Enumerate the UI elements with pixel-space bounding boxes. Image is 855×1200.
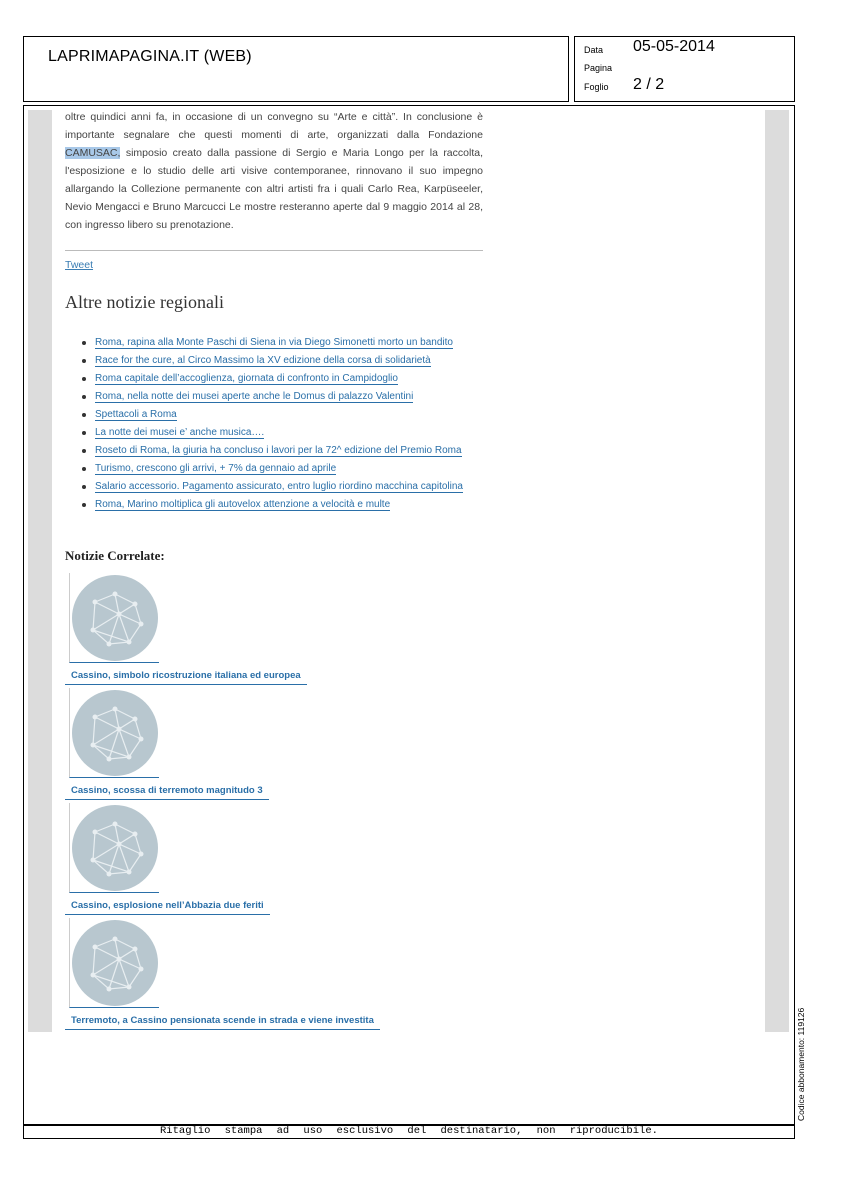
list-item[interactable] bbox=[80, 352, 490, 370]
left-margin-bar bbox=[28, 110, 52, 1032]
list-item[interactable] bbox=[80, 496, 490, 514]
footer-word: stampa bbox=[224, 1125, 263, 1137]
news-link[interactable]: Race for the cure, al Circo Massimo la XV edizione della corsa di solidarietà bbox=[95, 355, 431, 366]
list-item[interactable] bbox=[80, 334, 490, 352]
page-label: Pagina bbox=[584, 63, 613, 73]
list-item[interactable] bbox=[80, 406, 490, 424]
list-item[interactable] bbox=[80, 424, 490, 442]
news-link[interactable]: Salario accessorio. Pagamento assicurato, entro luglio riordino macchina capitolina bbox=[95, 481, 463, 492]
footer-word: riproducibile. bbox=[569, 1125, 658, 1137]
list-item[interactable] bbox=[80, 442, 490, 460]
related-thumbnail[interactable] bbox=[69, 803, 159, 893]
list-item[interactable] bbox=[80, 460, 490, 478]
news-link[interactable]: Spettacoli a Roma bbox=[95, 409, 177, 420]
article-text-before: oltre quindici anni fa, in occasione di un convegno su “Arte e città”. In conclusione è importante segnalare che questi momenti di arte, organizzati dalla Fondazione bbox=[65, 111, 483, 141]
network-placeholder-icon bbox=[71, 689, 159, 777]
related-link[interactable]: Cassino, esplosione nell’Abbazia due feriti bbox=[65, 900, 270, 915]
sheet-label: Foglio bbox=[584, 82, 609, 92]
right-margin-bar bbox=[765, 110, 789, 1032]
list-item[interactable] bbox=[80, 478, 490, 496]
list-item[interactable] bbox=[80, 370, 490, 388]
regional-news-list bbox=[80, 334, 490, 514]
date-label: Data bbox=[584, 45, 604, 55]
footer-word: Ritaglio bbox=[160, 1125, 211, 1137]
news-link[interactable]: Roma capitale dell’accoglienza, giornata di confronto in Campidoglio bbox=[95, 373, 398, 384]
clipping-meta-box bbox=[574, 36, 795, 102]
news-link[interactable]: Roseto di Roma, la giuria ha concluso i lavori per la 72^ edizione del Premio Roma bbox=[95, 445, 462, 456]
footer-word: uso bbox=[303, 1125, 323, 1137]
date-value: 05-05-2014 bbox=[633, 38, 715, 55]
footer-word: non bbox=[536, 1125, 556, 1137]
subscription-code: Codice abbonamento: 119126 bbox=[796, 1007, 806, 1121]
news-link[interactable]: Turismo, crescono gli arrivi, + 7% da gennaio ad aprile bbox=[95, 463, 337, 474]
related-link[interactable]: Terremoto, a Cassino pensionata scende in strada e viene investita bbox=[65, 1015, 380, 1030]
related-thumbnail[interactable] bbox=[69, 688, 159, 778]
footer-word: destinatario, bbox=[440, 1125, 523, 1137]
article-body bbox=[65, 108, 483, 234]
list-item[interactable] bbox=[80, 388, 490, 406]
news-link[interactable]: Roma, Marino moltiplica gli autovelox attenzione a velocità e multe bbox=[95, 499, 391, 510]
network-placeholder-icon bbox=[71, 919, 159, 1007]
footer-word: ad bbox=[276, 1125, 290, 1137]
footer-word: esclusivo bbox=[336, 1125, 394, 1137]
news-link[interactable]: Roma, rapina alla Monte Paschi di Siena in via Diego Simonetti morto un bandito bbox=[95, 337, 453, 348]
related-thumbnail[interactable] bbox=[69, 918, 159, 1008]
footer-notice bbox=[160, 1125, 658, 1137]
article-text-after: simposio creato dalla passione di Sergio e Maria Longo per la raccolta, l'esposizione e lo studio delle arti visive contemporanee, rinnovano il suo impegno allargando la Collezione permanente con altri artisti fra i quali Carlo Rea, Karpüseeler, Nevio Mengacci e Bruno Marcucci Le mostre resteranno aperte dal 9 maggio 2014 al 28, con ingresso libero su prenotazione. bbox=[65, 147, 483, 231]
divider bbox=[65, 250, 483, 251]
regional-news-title: Altre notizie regionali bbox=[65, 292, 224, 312]
related-news-title: Notizie Correlate: bbox=[65, 548, 165, 563]
network-placeholder-icon bbox=[71, 804, 159, 892]
related-thumbnail[interactable] bbox=[69, 573, 159, 663]
related-link[interactable]: Cassino, simbolo ricostruzione italiana ed europea bbox=[65, 670, 307, 685]
related-link[interactable]: Cassino, scossa di terremoto magnitudo 3 bbox=[65, 785, 269, 800]
news-link[interactable]: Roma, nella notte dei musei aperte anche le Domus di palazzo Valentini bbox=[95, 391, 414, 402]
network-placeholder-icon bbox=[71, 574, 159, 662]
publication-header bbox=[23, 36, 569, 102]
footer-word: del bbox=[407, 1125, 427, 1137]
publication-title: LAPRIMAPAGINA.IT (WEB) bbox=[48, 48, 252, 65]
tweet-link[interactable]: Tweet bbox=[65, 259, 94, 271]
news-link[interactable]: La notte dei musei e’ anche musica…. bbox=[95, 427, 265, 438]
highlighted-term: CAMUSAC, bbox=[65, 147, 121, 159]
sheet-value: 2 / 2 bbox=[633, 76, 665, 93]
